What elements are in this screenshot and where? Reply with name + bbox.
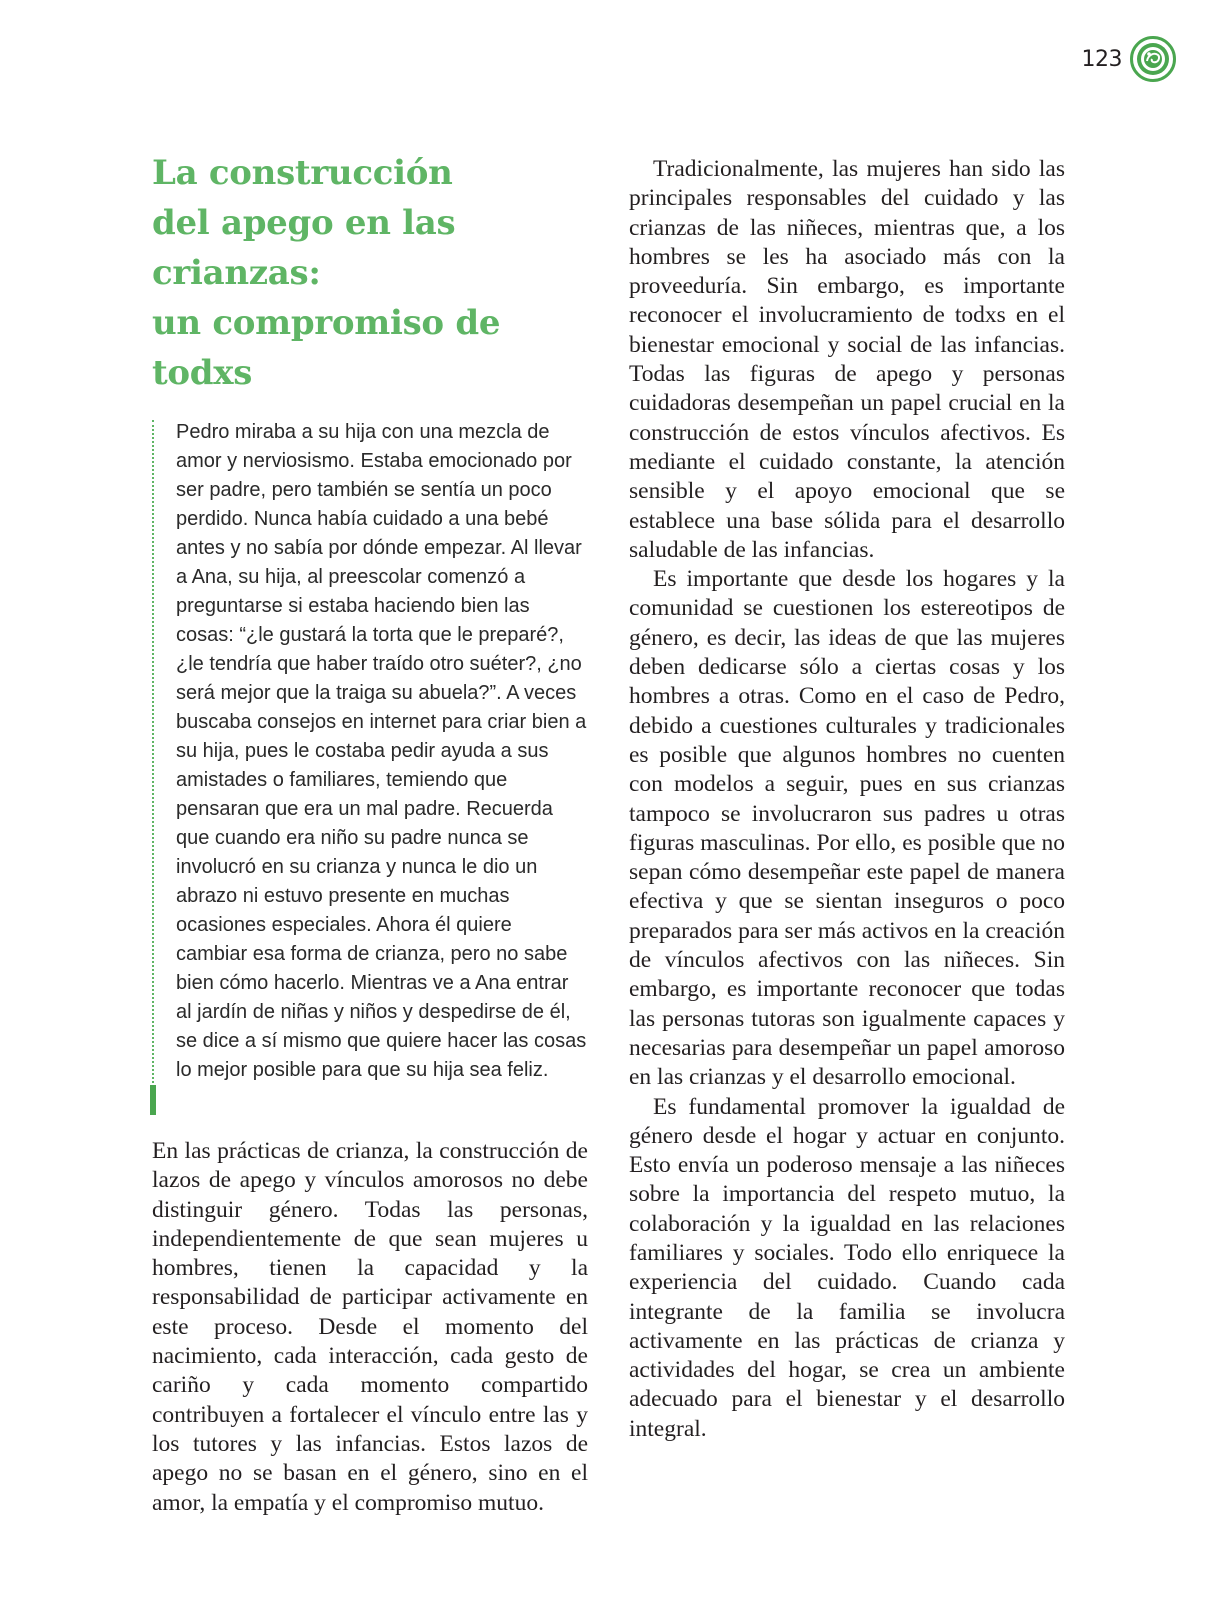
story-end-bar [150,1085,156,1115]
right-paragraph-1: Tradicionalmente, las mujeres han sido las principales responsables del cuidado y las crianzas de las niñeces, mientras que, a los hombres se les ha asociado más con la proveeduría. Sin embargo, es importante reconocer el involucramiento de todxs en el bienestar emocional y social de las infancias. Todas las figuras de apego y personas cuidadoras desempeñan un papel crucial en la construcción de estos vínculos afectivos. Es mediante el cuidado constante, la atención sensible y el apoyo emocional que se establece una base sólida para el desarrollo saludable de las infancias. [629,156,1065,563]
page-number: 123 [1081,46,1122,72]
title-line-1: La construcción [152,153,453,193]
section-title [152,148,588,398]
title-line-2: del apego en las crianzas: [152,203,456,293]
story-text: Pedro miraba a su hija con una mezcla de amor y nerviosismo. Estaba emocionado por ser padre, pero también se sentía un poco perdido. Nunca había cuidado a una bebé antes y no sabía por dónde empezar. Al llevar a Ana, su hija, al preescolar comenzó a preguntarse si estaba haciendo bien las cosas: “¿le gustará la torta que le preparé?, ¿le tendría que haber traído otro suéter?, ¿no será mejor que la traiga su abuela?”. A veces buscaba consejos en internet para criar bien a su hija, pues le costaba pedir ayuda a sus amistades o familiares, temiendo que pensaran que era un mal padre. Recuerda que cuando era niño su padre nunca se involucró en su crianza y nunca le dio un abrazo ni estuvo presente en muchas ocasiones especiales. Ahora él quiere cambiar esa forma de crianza, pero no sabe bien cómo hacerlo. Mientras ve a Ana entrar al jardín de niñas y niños y despedirse de él, se dice a sí mismo que quiere hacer las cosas lo mejor posible para que su hija sea feliz. [176,421,587,1081]
right-paragraph-2: Es importante que desde los hogares y la comunidad se cuestionen los estereotipos de género, es decir, las ideas de que las mujeres deben dedicarse sólo a ciertas cosas y los hombres a otras. Como en el caso de Pedro, debido a cuestiones culturales y tradicionales es posible que algunos hombres no cuenten con modelos a seguir, pues en sus crianzas tampoco se involucraron sus padres u otras figuras masculinas. Por ello, es posible que no sepan cómo desempeñar este papel de manera efectiva y que se sientan inseguros o poco preparados para ser más activos en la creación de vínculos afectivos con las niñeces. Sin embargo, es importante reconocer que todas las personas tutoras son igualmente capaces y necesarias para desempeñar un papel amoroso en las crianzas y el desarrollo emocional. [629,566,1065,1091]
green-circular-emblem-icon [1130,36,1176,82]
dotted-rule [152,420,154,1091]
story-box [152,418,588,1115]
left-column [152,148,588,1518]
left-body-paragraph: En las prácticas de crianza, la construcción de lazos de apego y vínculos amorosos no debe distinguir género. Todas las personas, independientemente de que sean mujeres u hombres, tienen la capacidad y la responsabilidad de participar activamente en este proceso. Desde el momento del nacimiento, cada interacción, cada gesto de cariño y cada momento compartido contribuyen a fortalecer el vínculo entre las y los tutores y las infancias. Estos lazos de apego no se basan en el género, sino en el amor, la empatía y el compromiso mutuo. [152,1138,588,1516]
title-line-3: un compromiso de todxs [152,303,501,393]
page-header [1082,36,1177,82]
right-column [629,155,1065,1444]
right-paragraph-3: Es fundamental promover la igualdad de género desde el hogar y actuar en conjunto. Esto envía un poderoso mensaje a las niñeces sobre la importancia del respeto mutuo, la colaboración y la igualdad en las relaciones familiares y sociales. Todo ello enriquece la experiencia del cuidado. Cuando cada integrante de la familia se involucra activamente en las prácticas de crianza y actividades del hogar, se crea un ambiente adecuado para el bienestar y el desarrollo integral. [629,1093,1065,1442]
